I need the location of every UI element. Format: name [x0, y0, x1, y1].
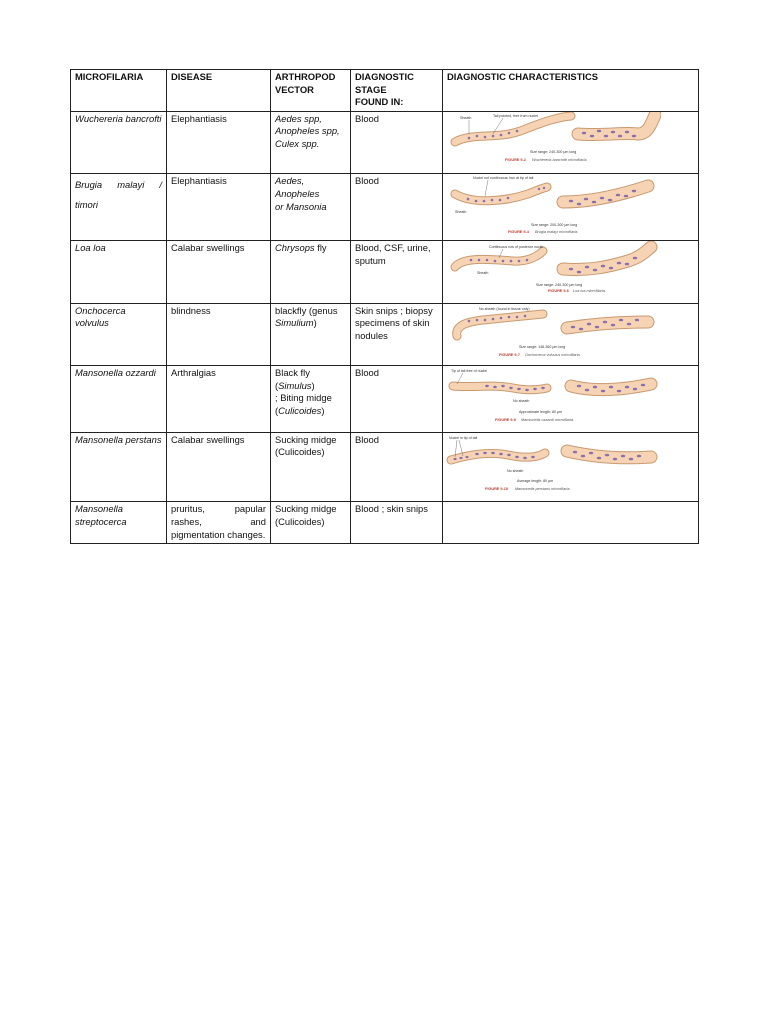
svg-text:No sheath (found in tissue onl: No sheath (found in tissue only) — [479, 306, 530, 311]
svg-text:No sheath: No sheath — [507, 468, 524, 473]
svg-text:Size range: 200-300 μm long: Size range: 200-300 μm long — [531, 223, 578, 228]
svg-text:Mansonella perstans microfilar: Mansonella perstans microfilaria. — [515, 486, 571, 491]
table-row — [71, 366, 699, 433]
vector-cell: blackfly (genus Simulium) — [271, 303, 351, 366]
disease-cell: pruritus, papular rashes, and pigmentation changes. — [167, 502, 271, 544]
stage-cell: Blood — [351, 111, 443, 174]
microfilaria-table — [70, 69, 699, 544]
microfilaria-name: Mansonella perstans — [71, 432, 167, 502]
microfilaria-name: Onchocerca volvulus — [71, 303, 167, 366]
brugia-figure — [443, 174, 661, 236]
stage-cell: Blood — [351, 174, 443, 241]
svg-text:FIGURE 9-9: FIGURE 9-9 — [495, 418, 516, 423]
diagnostic-figure-cell — [443, 240, 699, 303]
wuchereria-figure — [443, 112, 661, 170]
header-vector: ARTHROPOD VECTOR — [271, 70, 351, 112]
table-row — [71, 111, 699, 174]
svg-text:FIGURE 9-2: FIGURE 9-2 — [505, 157, 526, 162]
microfilaria-name: Mansonella streptocerca — [71, 502, 167, 544]
table-row — [71, 174, 699, 241]
svg-text:No sheath: No sheath — [513, 399, 530, 404]
table-row — [71, 502, 699, 544]
svg-text:Continuous row of posterior nu: Continuous row of posterior nuclei — [489, 244, 544, 249]
microfilaria-name: Mansonella ozzardi — [71, 366, 167, 433]
svg-text:Size range: 240-300 μm long: Size range: 240-300 μm long — [530, 149, 577, 154]
svg-text:Average length: 80 μm: Average length: 80 μm — [517, 478, 554, 483]
table-row — [71, 303, 699, 366]
svg-text:Tail pointed, free from nuclei: Tail pointed, free from nuclei — [493, 113, 538, 118]
stage-cell: Blood — [351, 366, 443, 433]
vector-cell: Aedes, Anopheles or Mansonia — [271, 174, 351, 241]
svg-text:Onchocerca volvulus microfilar: Onchocerca volvulus microfilaria. — [525, 352, 581, 357]
svg-text:Size range: 240-300 μm long: Size range: 240-300 μm long — [536, 282, 583, 287]
diagnostic-figure-cell — [443, 366, 699, 433]
loa-loa-figure — [443, 241, 661, 299]
stage-cell: Blood, CSF, urine, sputum — [351, 240, 443, 303]
svg-text:Sheath: Sheath — [460, 115, 472, 120]
vector-cell: Aedes spp, Anopheles spp, Culex spp. — [271, 111, 351, 174]
diagnostic-figure-cell — [443, 502, 699, 544]
header-disease: DISEASE — [167, 70, 271, 112]
svg-text:Loa loa microfilaria.: Loa loa microfilaria. — [573, 288, 606, 293]
header-microfilaria: MICROFILARIA — [71, 70, 167, 112]
disease-cell: Elephantiasis — [167, 174, 271, 241]
svg-text:FIGURE 9-6: FIGURE 9-6 — [548, 288, 569, 293]
svg-text:Size range: 148-360 μm long: Size range: 148-360 μm long — [519, 344, 566, 349]
vector-cell: Chrysops fly — [271, 240, 351, 303]
table-row — [71, 240, 699, 303]
diagnostic-figure-cell — [443, 111, 699, 174]
header-characteristics: DIAGNOSTIC CHARACTERISTICS — [443, 70, 699, 112]
svg-text:Sheath: Sheath — [477, 270, 489, 275]
svg-text:Brugia malayi microfilaria.: Brugia malayi microfilaria. — [535, 230, 579, 235]
disease-cell: blindness — [167, 303, 271, 366]
vector-cell: Black fly (Simulus) ; Biting midge (Culicoides) — [271, 366, 351, 433]
svg-text:Mansonella ozzardi microfilari: Mansonella ozzardi microfilaria. — [521, 418, 575, 423]
stage-cell: Blood ; skin snips — [351, 502, 443, 544]
header-row — [71, 70, 699, 112]
svg-text:Sheath: Sheath — [455, 210, 467, 215]
svg-text:Nuclei not continuous; two at: Nuclei not continuous; two at tip of tail — [473, 176, 534, 181]
mansonella-ozzardi-figure — [443, 366, 661, 428]
disease-cell: Arthralgias — [167, 366, 271, 433]
svg-text:Tip of tail free of nuclei: Tip of tail free of nuclei — [451, 369, 488, 374]
vector-cell: Sucking midge (Culicoides) — [271, 502, 351, 544]
svg-text:Wuchereria bancrofti microfila: Wuchereria bancrofti microfilaria. — [532, 157, 588, 162]
disease-cell: Elephantiasis — [167, 111, 271, 174]
table-row — [71, 432, 699, 502]
header-stage: DIAGNOSTIC STAGE FOUND IN: — [351, 70, 443, 112]
svg-text:FIGURE 9-10: FIGURE 9-10 — [485, 486, 508, 491]
disease-cell: Calabar swellings — [167, 432, 271, 502]
diagnostic-figure-cell — [443, 432, 699, 502]
svg-text:FIGURE 9-7: FIGURE 9-7 — [499, 352, 520, 357]
diagnostic-figure-cell — [443, 174, 699, 241]
svg-text:Nuclei in tip of tail: Nuclei in tip of tail — [449, 435, 478, 440]
stage-cell: Blood — [351, 432, 443, 502]
disease-cell: Calabar swellings — [167, 240, 271, 303]
svg-text:FIGURE 9-4: FIGURE 9-4 — [508, 230, 529, 235]
diagnostic-figure-cell — [443, 303, 699, 366]
svg-text:Approximate length: 80 μm: Approximate length: 80 μm — [519, 410, 563, 415]
onchocerca-figure — [443, 304, 661, 362]
microfilaria-name: Brugia malayi / timori — [71, 174, 167, 241]
vector-cell: Sucking midge (Culicoides) — [271, 432, 351, 502]
microfilaria-name: Wuchereria bancrofti — [71, 111, 167, 174]
mansonella-perstans-figure — [443, 433, 661, 498]
microfilaria-name: Loa loa — [71, 240, 167, 303]
stage-cell: Skin snips ; biopsy specimens of skin nodules — [351, 303, 443, 366]
